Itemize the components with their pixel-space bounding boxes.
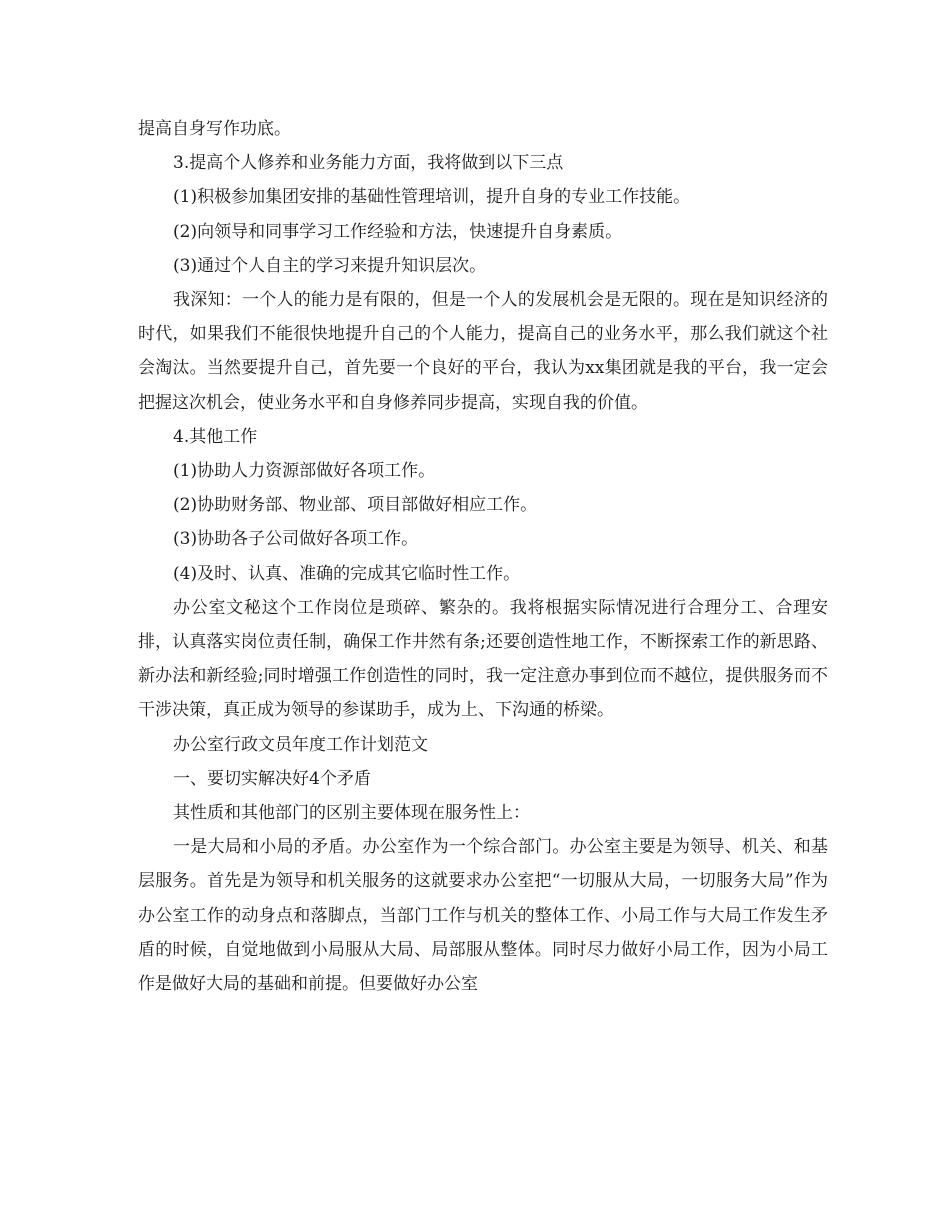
paragraph: 一、要切实解决好4个矛盾 xyxy=(173,768,371,789)
paragraph: (3)协助各子公司做好各项工作。 xyxy=(173,529,419,550)
paragraph: 我深知：一个人的能力是有限的，但是一个人的发展机会是无限的。现在是知识经济的时代，如果我们不能很快地提升自己的个人能力，提高自己的业务水平，那么我们就这个社会淘汰。当然要提升自己，首先要一个良好的平台，我认为xx集团就是我的平台，我一定会把握这次机会，使业务水平和自身修养同步提高，实现自我的价值。 xyxy=(138,290,828,413)
paragraph: 一是大局和小局的矛盾。办公室作为一个综合部门。办公室主要是为领导、机关、和基层服务。首先是为领导和机关服务的这就要求办公室把“一切服从大局，一切服务大局”作为办公室工作的动身点和落脚点，当部门工作与机关的整体工作、小局工作与大局工作发生矛盾的时候，自觉地做到小局服从大局、局部服从整体。同时尽力做好小局工作，因为小局工作是做好大局的基础和前提。但要做好办公室 xyxy=(138,837,828,995)
paragraph: 3.提高个人修养和业务能力方面，我将做到以下三点 xyxy=(173,153,564,174)
paragraph: (1)协助人力资源部做好各项工作。 xyxy=(173,461,436,482)
section-title: 办公室行政文员年度工作计划范文 xyxy=(173,734,428,755)
paragraph: 其性质和其他部门的区别主要体现在服务性上： xyxy=(173,803,530,824)
document-page xyxy=(138,112,828,1001)
paragraph: (3)通过个人自主的学习来提升知识层次。 xyxy=(173,255,487,276)
paragraph: (1)积极参加集团安排的基础性管理培训，提升自身的专业工作技能。 xyxy=(173,187,691,208)
paragraph: (2)向领导和同事学习工作经验和方法，快速提升自身素质。 xyxy=(173,221,623,242)
paragraph: 4.其他工作 xyxy=(173,426,258,447)
paragraph: 办公室文秘这个工作岗位是琐碎、繁杂的。我将根据实际情况进行合理分工、合理安排，认真落实岗位责任制，确保工作井然有条;还要创造性地工作，不断探索工作的新思路、新办法和新经验;同时增强工作创造性的同时，我一定注意办事到位而不越位，提供服务而不干涉决策，真正成为领导的参谋助手，成为上、下沟通的桥梁。 xyxy=(138,597,828,721)
paragraph: (2)协助财务部、物业部、项目部做好相应工作。 xyxy=(173,495,538,516)
paragraph: (4)及时、认真、准确的完成其它临时性工作。 xyxy=(173,563,521,584)
paragraph: 提高自身写作功底。 xyxy=(138,119,291,139)
